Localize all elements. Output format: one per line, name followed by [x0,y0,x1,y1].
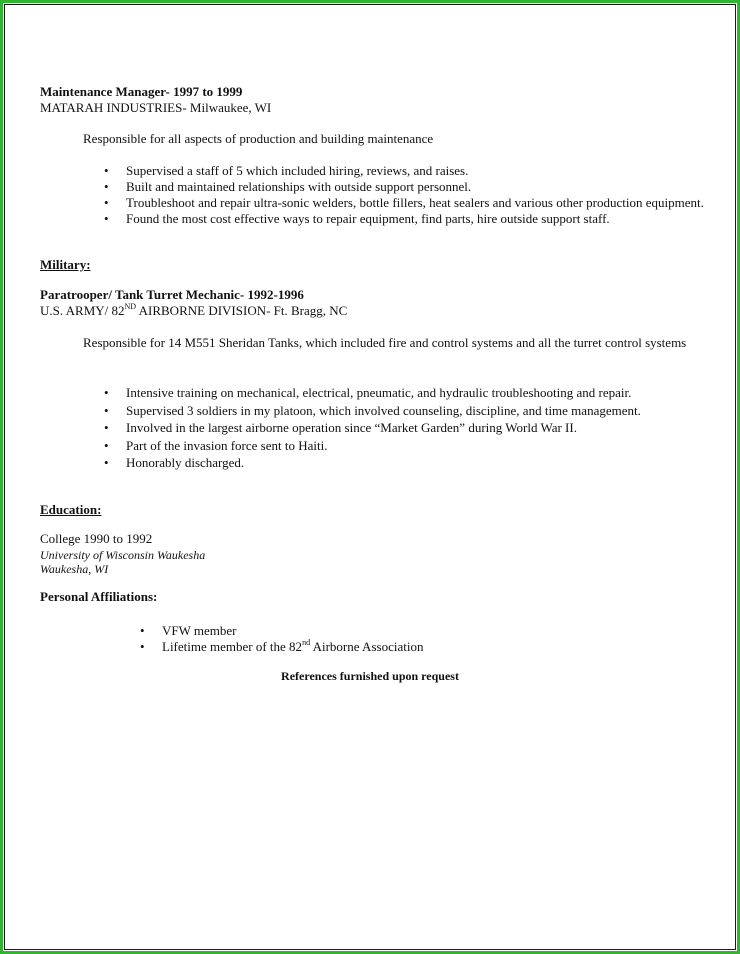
affiliation-bullets [140,623,662,655]
bullet-icon: • [104,385,109,400]
list-item: • Part of the invasion force sent to Haiti. [104,437,328,453]
education-school: University of Wisconsin Waukesha [40,548,206,562]
bullet-icon: • [104,163,109,178]
bullet-icon: • [104,211,109,226]
list-item: • Honorably discharged. [104,455,245,470]
list-item: • Intensive training on mechanical, electrical, pneumatic, and hydraulic troubleshooting and repair. [104,385,632,400]
company-name: MATARAH INDUSTRIES- Milwaukee, WI [40,100,272,115]
bullet-icon: • [104,437,109,453]
bullet-icon: • [104,455,109,470]
bullet-icon: • [104,195,109,210]
list-item: • Found the most cost effective ways to repair equipment, find parts, hire outside support staff. [104,211,610,226]
list-item: • Lifetime member of the 82nd Airborne Association [140,638,424,654]
military-unit: U.S. ARMY/ 82ND AIRBORNE DIVISION- Ft. Bragg, NC [40,302,348,318]
list-item: • VFW member [140,623,237,638]
job-bullets [104,163,706,227]
education-location: Waukesha, WI [40,562,109,576]
job-summary: Responsible for all aspects of production and building maintenance [83,131,434,146]
military-bullets [104,384,716,472]
section-heading-education: Education: [40,502,102,517]
bullet-icon: • [140,623,145,638]
references-note: References furnished upon request [281,669,459,683]
job-title: Maintenance Manager- 1997 to 1999 [40,84,243,99]
list-item: • Supervised a staff of 5 which included hiring, reviews, and raises. [104,163,469,178]
list-item: • Built and maintained relationships with outside support personnel. [104,179,472,194]
bullet-icon: • [104,402,109,418]
bullet-icon: • [104,179,109,194]
section-heading-affiliations: Personal Affiliations: [40,589,158,604]
list-item: • Involved in the largest airborne operation since “Market Garden” during World War II. [104,420,577,435]
section-heading-military: Military: [40,257,91,272]
bullet-icon: • [104,420,109,435]
military-title: Paratrooper/ Tank Turret Mechanic- 1992-1996 [40,287,304,302]
list-item: • Supervised 3 soldiers in my platoon, which involved counseling, discipline, and time management. [104,402,641,418]
education-years: College 1990 to 1992 [40,531,153,546]
military-summary: Responsible for 14 M551 Sheridan Tanks, which included fire and control systems and all the turret control systems [83,335,687,350]
list-item: • Troubleshoot and repair ultra-sonic welders, bottle fillers, heat sealers and various other production equipment. [104,195,704,210]
bullet-icon: • [140,639,145,654]
